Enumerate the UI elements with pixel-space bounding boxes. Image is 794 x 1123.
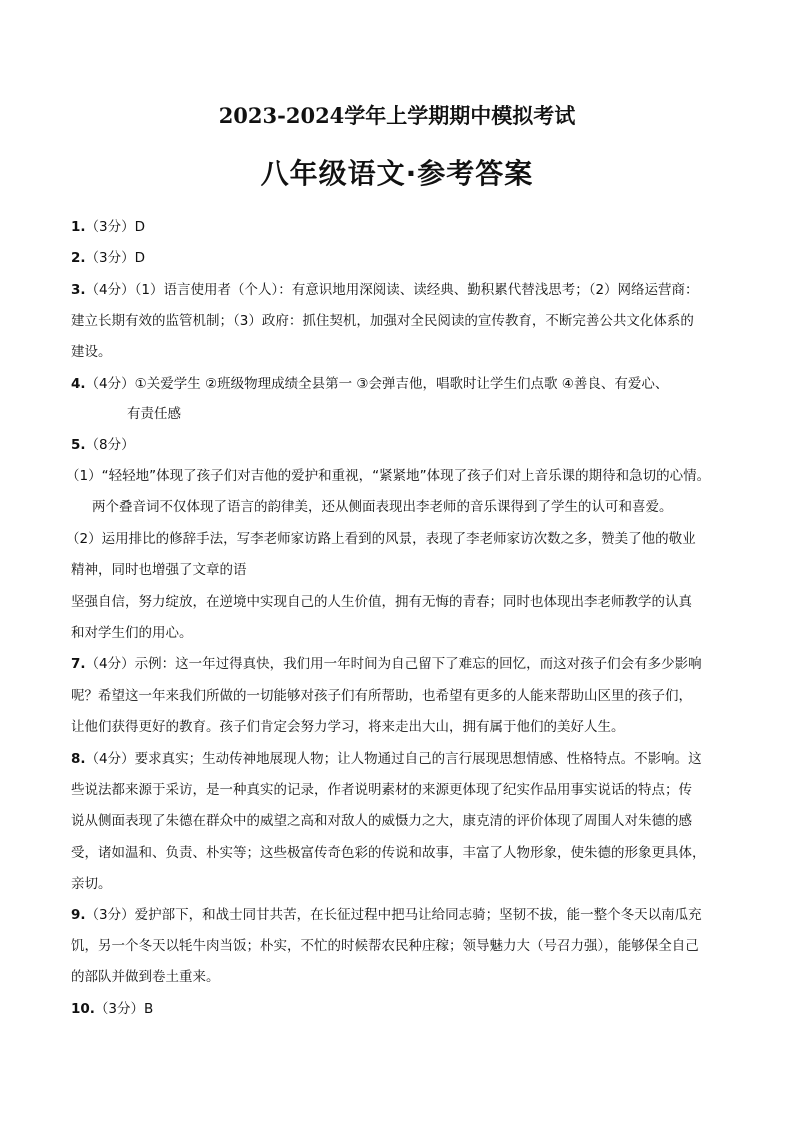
answer-8-line-5: 亲切。 bbox=[71, 876, 112, 892]
answer-5-head bbox=[71, 435, 135, 455]
question-number: 10. bbox=[71, 1001, 95, 1017]
answer-text: （4分）①关爱学生 ②班级物理成绩全县第一 ③会弹吉他，唱歌时让学生们点歌 ④善良、有爱心、 bbox=[85, 376, 669, 392]
answer-5-line-3: （2）运用排比的修辞手法，写李老师家访路上看到的风景，表现了李老师家访次数之多，赞美了他的敬业 bbox=[66, 531, 696, 547]
answer-8-line-4: 受，诸如温和、负责、朴实等；这些极富传奇色彩的传说和故事，丰富了人物形象，使朱德的形象更具体， bbox=[71, 845, 706, 861]
answer-4-line-2: 有责任感 bbox=[127, 406, 181, 422]
answer-3-line-2: 建立长期有效的监管机制；（3）政府：抓住契机，加强对全民阅读的宣传教育，不断完善公共文化体系的 bbox=[71, 313, 694, 329]
question-number: 1. bbox=[71, 219, 86, 235]
answer-text: （4分）示例：这一年过得真快，我们用一年时间为自己留下了难忘的回忆，而这对孩子们会有多少影响 bbox=[85, 656, 702, 672]
answer-3-line-1 bbox=[71, 280, 699, 300]
answer-5-line-2: 两个叠音词不仅体现了语言的韵律美，还从侧面表现出李老师的音乐课得到了学生的认可和喜爱。 bbox=[92, 499, 673, 515]
answer-9-line-3: 的部队并做到卷土重来。 bbox=[71, 969, 220, 985]
answer-7-line-3: 让他们获得更好的教育。孩子们肯定会努力学习，将来走出大山，拥有属于他们的美好人生。 bbox=[71, 719, 625, 735]
answer-text: （4分）（1）语言使用者（个人）：有意识地用深阅读、读经典、勤积累代替浅思考；（2）网络运营商： bbox=[85, 282, 699, 298]
question-number: 4. bbox=[71, 376, 86, 392]
question-number: 9. bbox=[71, 907, 86, 923]
answer-10 bbox=[71, 999, 153, 1019]
answer-1 bbox=[71, 217, 145, 237]
question-number: 5. bbox=[71, 437, 86, 453]
answer-4-line-1 bbox=[71, 374, 668, 394]
answer-7-line-2: 呢？希望这一年来我们所做的一切能够对孩子们有所帮助，也希望有更多的人能来帮助山区里的孩子们， bbox=[71, 688, 692, 704]
answer-9-line-2: 饥，另一个冬天以牦牛肉当饭；朴实，不忙的时候帮农民种庄稼；领导魅力大（号召力强），能够保全自己 bbox=[71, 938, 699, 954]
answer-3-line-3: 建设。 bbox=[71, 344, 112, 360]
answer-5-line-1: （1）“轻轻地”体现了孩子们对吉他的爱护和重视，“紧紧地”体现了孩子们对上音乐课的期待和急切的心情。 bbox=[66, 468, 711, 484]
answer-text: （8分） bbox=[85, 437, 135, 453]
answer-5-line-4: 精神，同时也增强了文章的语 bbox=[71, 562, 247, 578]
answer-8-line-3: 说从侧面表现了朱德在群众中的威望之高和对敌人的威慑力之大，康克清的评价体现了周围人对朱德的感 bbox=[71, 813, 692, 829]
question-number: 8. bbox=[71, 751, 86, 767]
answer-5-line-5: 坚强自信，努力绽放，在逆境中实现自己的人生价值，拥有无悔的青春；同时也体现出李老师教学的认真 bbox=[71, 594, 692, 610]
answer-text: （3分）D bbox=[85, 219, 146, 235]
question-number: 7. bbox=[71, 656, 86, 672]
answer-5-line-6: 和对学生们的用心。 bbox=[71, 625, 193, 641]
answer-2 bbox=[71, 248, 145, 268]
question-number: 3. bbox=[71, 282, 86, 298]
answer-text: （3分）爱护部下，和战士同甘共苦，在长征过程中把马让给同志骑；坚韧不拔，能一整个冬天以南瓜充 bbox=[85, 907, 702, 923]
answer-key-title: 八年级语文·参考答案 bbox=[260, 157, 534, 190]
answer-text: （4分）要求真实；生动传神地展现人物；让人物通过自己的言行展现思想情感、性格特点。不影响。这 bbox=[85, 751, 702, 767]
question-number: 2. bbox=[71, 250, 86, 266]
answer-text: （3分）B bbox=[94, 1001, 154, 1017]
answer-8-line-1 bbox=[71, 749, 702, 769]
answer-8-line-2: 些说法都来源于采访，是一种真实的记录，作者说明素材的来源更体现了纪实作品用事实说话的特点；传 bbox=[71, 782, 692, 798]
answer-text: （3分）D bbox=[85, 250, 146, 266]
answer-9-line-1 bbox=[71, 905, 702, 925]
exam-title: 2023-2024学年上学期期中模拟考试 bbox=[218, 103, 576, 128]
answer-7-line-1 bbox=[71, 654, 702, 674]
